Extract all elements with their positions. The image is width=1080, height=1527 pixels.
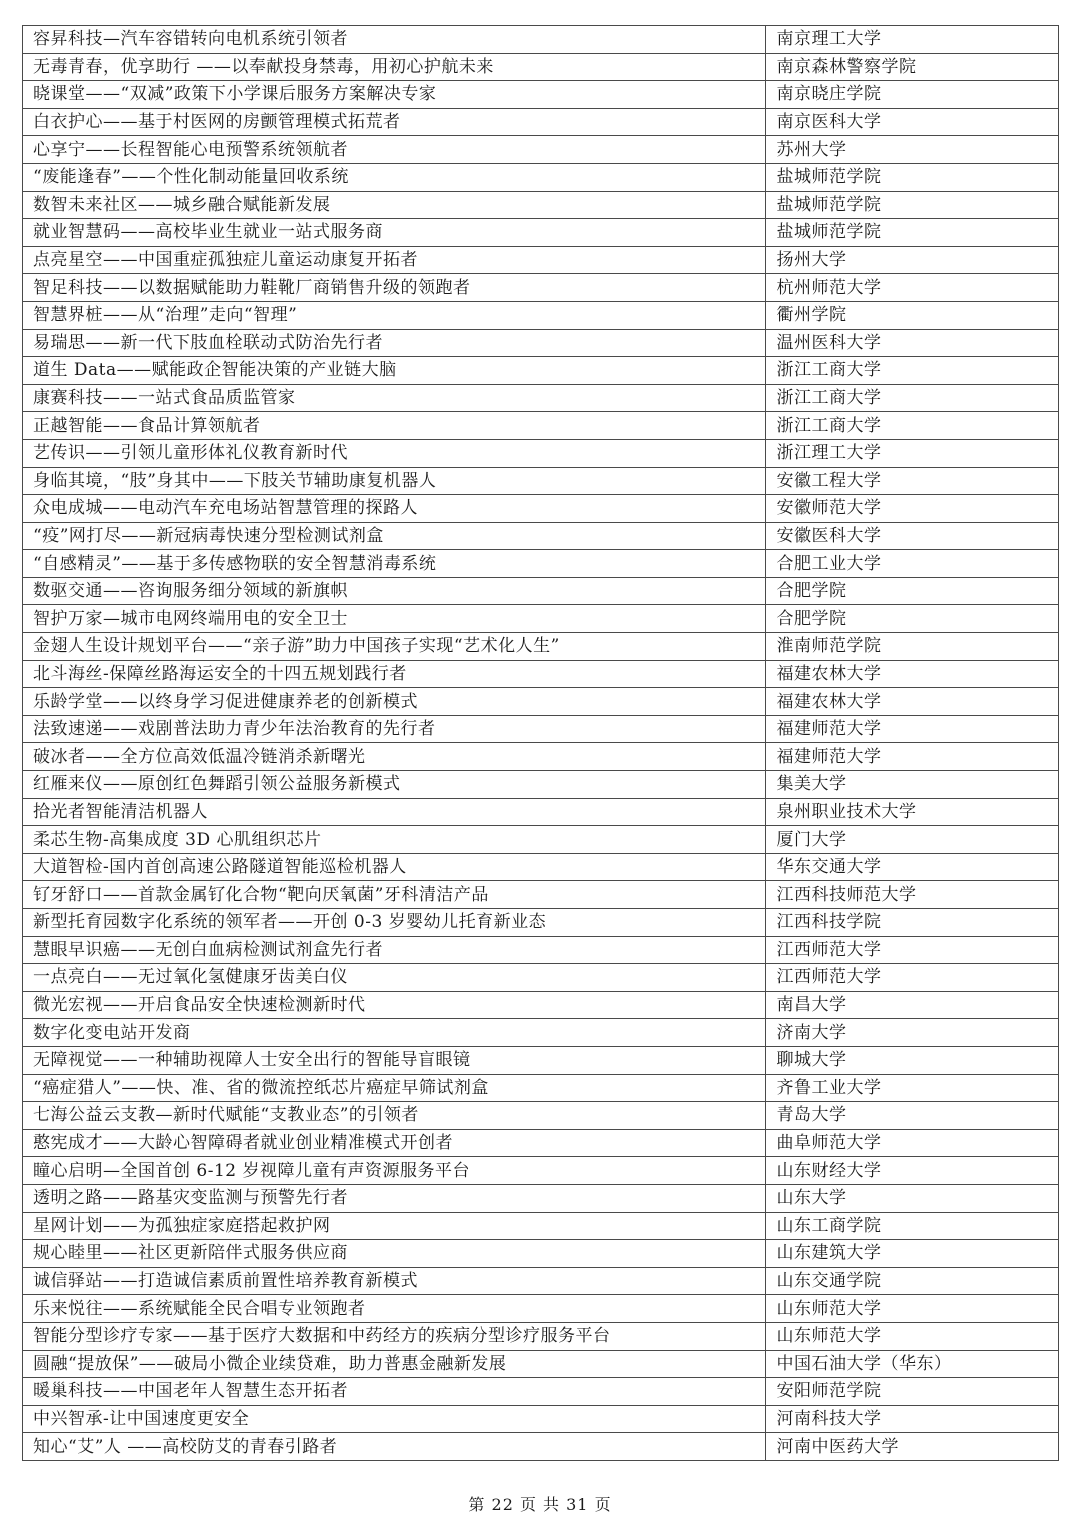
table-row: [23, 743, 1059, 771]
project-name-cell: 中兴智承-让中国速度更安全: [23, 1405, 766, 1433]
school-name-cell: 厦门大学: [766, 826, 1059, 854]
table-row: [23, 964, 1059, 992]
table-row: [23, 301, 1059, 329]
school-name-cell: 河南科技大学: [766, 1405, 1059, 1433]
project-name-cell: 正越智能——食品计算领航者: [23, 412, 766, 440]
school-name-cell: 安徽师范大学: [766, 495, 1059, 523]
table-row: [23, 798, 1059, 826]
project-name-cell: 透明之路——路基灾变监测与预警先行者: [23, 1184, 766, 1212]
school-name-cell: 集美大学: [766, 771, 1059, 799]
school-name-cell: 南京森林警察学院: [766, 53, 1059, 81]
school-name-cell: 山东财经大学: [766, 1157, 1059, 1185]
school-name-cell: 山东师范大学: [766, 1295, 1059, 1323]
project-name-cell: 星网计划——为孤独症家庭搭起救护网: [23, 1212, 766, 1240]
project-name-cell: 诚信驿站——打造诚信素质前置性培养教育新模式: [23, 1267, 766, 1295]
table-row: [23, 1405, 1059, 1433]
project-name-cell: 身临其境，“肢”身其中——下肢关节辅助康复机器人: [23, 467, 766, 495]
school-name-cell: 福建师范大学: [766, 743, 1059, 771]
project-name-cell: 大道智检-国内首创高速公路隧道智能巡检机器人: [23, 853, 766, 881]
school-name-cell: 南京晓庄学院: [766, 81, 1059, 109]
table-row: [23, 26, 1059, 54]
school-name-cell: 福建农林大学: [766, 660, 1059, 688]
table-row: [23, 136, 1059, 164]
school-name-cell: 中国石油大学（华东）: [766, 1350, 1059, 1378]
project-name-cell: 知心“艾”人 ——高校防艾的青春引路者: [23, 1433, 766, 1461]
project-name-cell: 柔芯生物-高集成度 3D 心肌组织芯片: [23, 826, 766, 854]
project-name-cell: 康赛科技——一站式食品质监管家: [23, 384, 766, 412]
table-row: [23, 384, 1059, 412]
project-name-cell: 七海公益云支教—新时代赋能“支教业态”的引领者: [23, 1102, 766, 1130]
table-row: [23, 1184, 1059, 1212]
school-name-cell: 安阳师范学院: [766, 1378, 1059, 1406]
table-body: [23, 26, 1059, 1461]
table-row: [23, 715, 1059, 743]
project-name-cell: 艺传识——引领儿童形体礼仪教育新时代: [23, 439, 766, 467]
table-row: [23, 246, 1059, 274]
page-number: 第 22 页 共 31 页: [468, 1495, 612, 1514]
project-name-cell: “自感精灵”——基于多传感物联的安全智慧消毒系统: [23, 550, 766, 578]
school-name-cell: 山东师范大学: [766, 1322, 1059, 1350]
school-name-cell: 山东交通学院: [766, 1267, 1059, 1295]
project-name-cell: 瞳心启明—全国首创 6-12 岁视障儿童有声资源服务平台: [23, 1157, 766, 1185]
school-name-cell: 齐鲁工业大学: [766, 1074, 1059, 1102]
project-name-cell: 暖巢科技——中国老年人智慧生态开拓者: [23, 1378, 766, 1406]
project-name-cell: 乐龄学堂——以终身学习促进健康养老的创新模式: [23, 688, 766, 716]
project-name-cell: 憨宪成才——大龄心智障碍者就业创业精准模式开创者: [23, 1129, 766, 1157]
table-row: [23, 163, 1059, 191]
project-name-cell: 心享宁——长程智能心电预警系统领航者: [23, 136, 766, 164]
project-name-cell: 无毒青春，优享助行 ——以奉献投身禁毒，用初心护航未来: [23, 53, 766, 81]
project-name-cell: 白衣护心——基于村医网的房颤管理模式拓荒者: [23, 108, 766, 136]
school-name-cell: 聊城大学: [766, 1046, 1059, 1074]
table-row: [23, 1322, 1059, 1350]
table-row: [23, 467, 1059, 495]
school-name-cell: 盐城师范学院: [766, 191, 1059, 219]
table-row: [23, 1378, 1059, 1406]
project-name-cell: “癌症猎人”——快、准、省的微流控纸芯片癌症早筛试剂盒: [23, 1074, 766, 1102]
table-row: [23, 991, 1059, 1019]
project-name-cell: 数字化变电站开发商: [23, 1019, 766, 1047]
school-name-cell: 曲阜师范大学: [766, 1129, 1059, 1157]
project-name-cell: 拾光者智能清洁机器人: [23, 798, 766, 826]
school-name-cell: 合肥学院: [766, 577, 1059, 605]
school-name-cell: 青岛大学: [766, 1102, 1059, 1130]
school-name-cell: 浙江工商大学: [766, 412, 1059, 440]
school-name-cell: 合肥学院: [766, 605, 1059, 633]
project-name-cell: 数驱交通——咨询服务细分领域的新旗帜: [23, 577, 766, 605]
project-name-cell: 破冰者——全方位高效低温冷链消杀新曙光: [23, 743, 766, 771]
table-row: [23, 550, 1059, 578]
table-row: [23, 1267, 1059, 1295]
school-name-cell: 扬州大学: [766, 246, 1059, 274]
project-name-cell: 无障视觉——一种辅助视障人士安全出行的智能导盲眼镜: [23, 1046, 766, 1074]
table-row: [23, 219, 1059, 247]
school-name-cell: 江西科技学院: [766, 909, 1059, 937]
school-name-cell: 苏州大学: [766, 136, 1059, 164]
school-name-cell: 淮南师范学院: [766, 633, 1059, 661]
school-name-cell: 衢州学院: [766, 301, 1059, 329]
project-name-cell: 一点亮白——无过氧化氢健康牙齿美白仪: [23, 964, 766, 992]
school-name-cell: 山东大学: [766, 1184, 1059, 1212]
project-name-cell: 数智未来社区——城乡融合赋能新发展: [23, 191, 766, 219]
project-table: [22, 25, 1059, 1461]
table-row: [23, 522, 1059, 550]
table-row: [23, 1074, 1059, 1102]
school-name-cell: 南京医科大学: [766, 108, 1059, 136]
school-name-cell: 河南中医药大学: [766, 1433, 1059, 1461]
table-row: [23, 577, 1059, 605]
project-name-cell: 乐来悦往——系统赋能全民合唱专业领跑者: [23, 1295, 766, 1323]
project-name-cell: 点亮星空——中国重症孤独症儿童运动康复开拓者: [23, 246, 766, 274]
school-name-cell: 江西师范大学: [766, 964, 1059, 992]
table-row: [23, 191, 1059, 219]
school-name-cell: 浙江工商大学: [766, 357, 1059, 385]
table-row: [23, 633, 1059, 661]
project-name-cell: 北斗海丝-保障丝路海运安全的十四五规划践行者: [23, 660, 766, 688]
table-row: [23, 81, 1059, 109]
school-name-cell: 华东交通大学: [766, 853, 1059, 881]
school-name-cell: 济南大学: [766, 1019, 1059, 1047]
table-row: [23, 412, 1059, 440]
school-name-cell: 盐城师范学院: [766, 219, 1059, 247]
table-row: [23, 909, 1059, 937]
table-row: [23, 1240, 1059, 1268]
project-name-cell: 智护万家—城市电网终端用电的安全卫士: [23, 605, 766, 633]
table-row: [23, 1212, 1059, 1240]
table-row: [23, 357, 1059, 385]
table-row: [23, 1350, 1059, 1378]
project-name-cell: 晓课堂——“双减”政策下小学课后服务方案解决专家: [23, 81, 766, 109]
school-name-cell: 温州医科大学: [766, 329, 1059, 357]
table-row: [23, 1157, 1059, 1185]
project-name-cell: 智能分型诊疗专家——基于医疗大数据和中药经方的疾病分型诊疗服务平台: [23, 1322, 766, 1350]
table-row: [23, 439, 1059, 467]
school-name-cell: 南昌大学: [766, 991, 1059, 1019]
school-name-cell: 浙江工商大学: [766, 384, 1059, 412]
school-name-cell: 江西师范大学: [766, 936, 1059, 964]
project-name-cell: 法致速递——戏剧普法助力青少年法治教育的先行者: [23, 715, 766, 743]
project-name-cell: “疫”网打尽——新冠病毒快速分型检测试剂盒: [23, 522, 766, 550]
school-name-cell: 山东工商学院: [766, 1212, 1059, 1240]
table-row: [23, 108, 1059, 136]
table-row: [23, 1102, 1059, 1130]
project-name-cell: 钌牙舒口——首款金属钌化合物“靶向厌氧菌”牙科清洁产品: [23, 881, 766, 909]
school-name-cell: 杭州师范大学: [766, 274, 1059, 302]
project-name-cell: “废能逢春”——个性化制动能量回收系统: [23, 163, 766, 191]
school-name-cell: 浙江理工大学: [766, 439, 1059, 467]
table-row: [23, 605, 1059, 633]
table-row: [23, 881, 1059, 909]
project-name-cell: 金翅人生设计规划平台——“亲子游”助力中国孩子实现“艺术化人生”: [23, 633, 766, 661]
table-row: [23, 1046, 1059, 1074]
project-name-cell: 众电成城——电动汽车充电场站智慧管理的探路人: [23, 495, 766, 523]
project-name-cell: 微光宏视——开启食品安全快速检测新时代: [23, 991, 766, 1019]
table-row: [23, 1019, 1059, 1047]
table-row: [23, 1433, 1059, 1461]
project-name-cell: 智足科技——以数据赋能助力鞋靴厂商销售升级的领跑者: [23, 274, 766, 302]
table-row: [23, 853, 1059, 881]
project-name-cell: 新型托育园数字化系统的领军者——开创 0-3 岁婴幼儿托育新业态: [23, 909, 766, 937]
school-name-cell: 福建农林大学: [766, 688, 1059, 716]
table-row: [23, 826, 1059, 854]
school-name-cell: 合肥工业大学: [766, 550, 1059, 578]
project-name-cell: 圆融“提放保”——破局小微企业续贷难，助力普惠金融新发展: [23, 1350, 766, 1378]
school-name-cell: 南京理工大学: [766, 26, 1059, 54]
table-row: [23, 329, 1059, 357]
project-name-cell: 就业智慧码——高校毕业生就业一站式服务商: [23, 219, 766, 247]
project-name-cell: 智慧界桩——从“治理”走向“智理”: [23, 301, 766, 329]
school-name-cell: 盐城师范学院: [766, 163, 1059, 191]
project-name-cell: 慧眼早识癌——无创白血病检测试剂盒先行者: [23, 936, 766, 964]
project-name-cell: 规心睦里——社区更新陪伴式服务供应商: [23, 1240, 766, 1268]
project-name-cell: 红雁来仪——原创红色舞蹈引领公益服务新模式: [23, 771, 766, 799]
table-row: [23, 936, 1059, 964]
table-row: [23, 1295, 1059, 1323]
school-name-cell: 泉州职业技术大学: [766, 798, 1059, 826]
school-name-cell: 安徽医科大学: [766, 522, 1059, 550]
school-name-cell: 安徽工程大学: [766, 467, 1059, 495]
table-row: [23, 1129, 1059, 1157]
table-row: [23, 53, 1059, 81]
table-row: [23, 495, 1059, 523]
project-name-cell: 容昇科技—汽车容错转向电机系统引领者: [23, 26, 766, 54]
school-name-cell: 福建师范大学: [766, 715, 1059, 743]
table-row: [23, 274, 1059, 302]
project-name-cell: 道生 Data——赋能政企智能决策的产业链大脑: [23, 357, 766, 385]
school-name-cell: 江西科技师范大学: [766, 881, 1059, 909]
table-row: [23, 660, 1059, 688]
school-name-cell: 山东建筑大学: [766, 1240, 1059, 1268]
project-name-cell: 易瑞思——新一代下肢血栓联动式防治先行者: [23, 329, 766, 357]
table-row: [23, 771, 1059, 799]
table-row: [23, 688, 1059, 716]
